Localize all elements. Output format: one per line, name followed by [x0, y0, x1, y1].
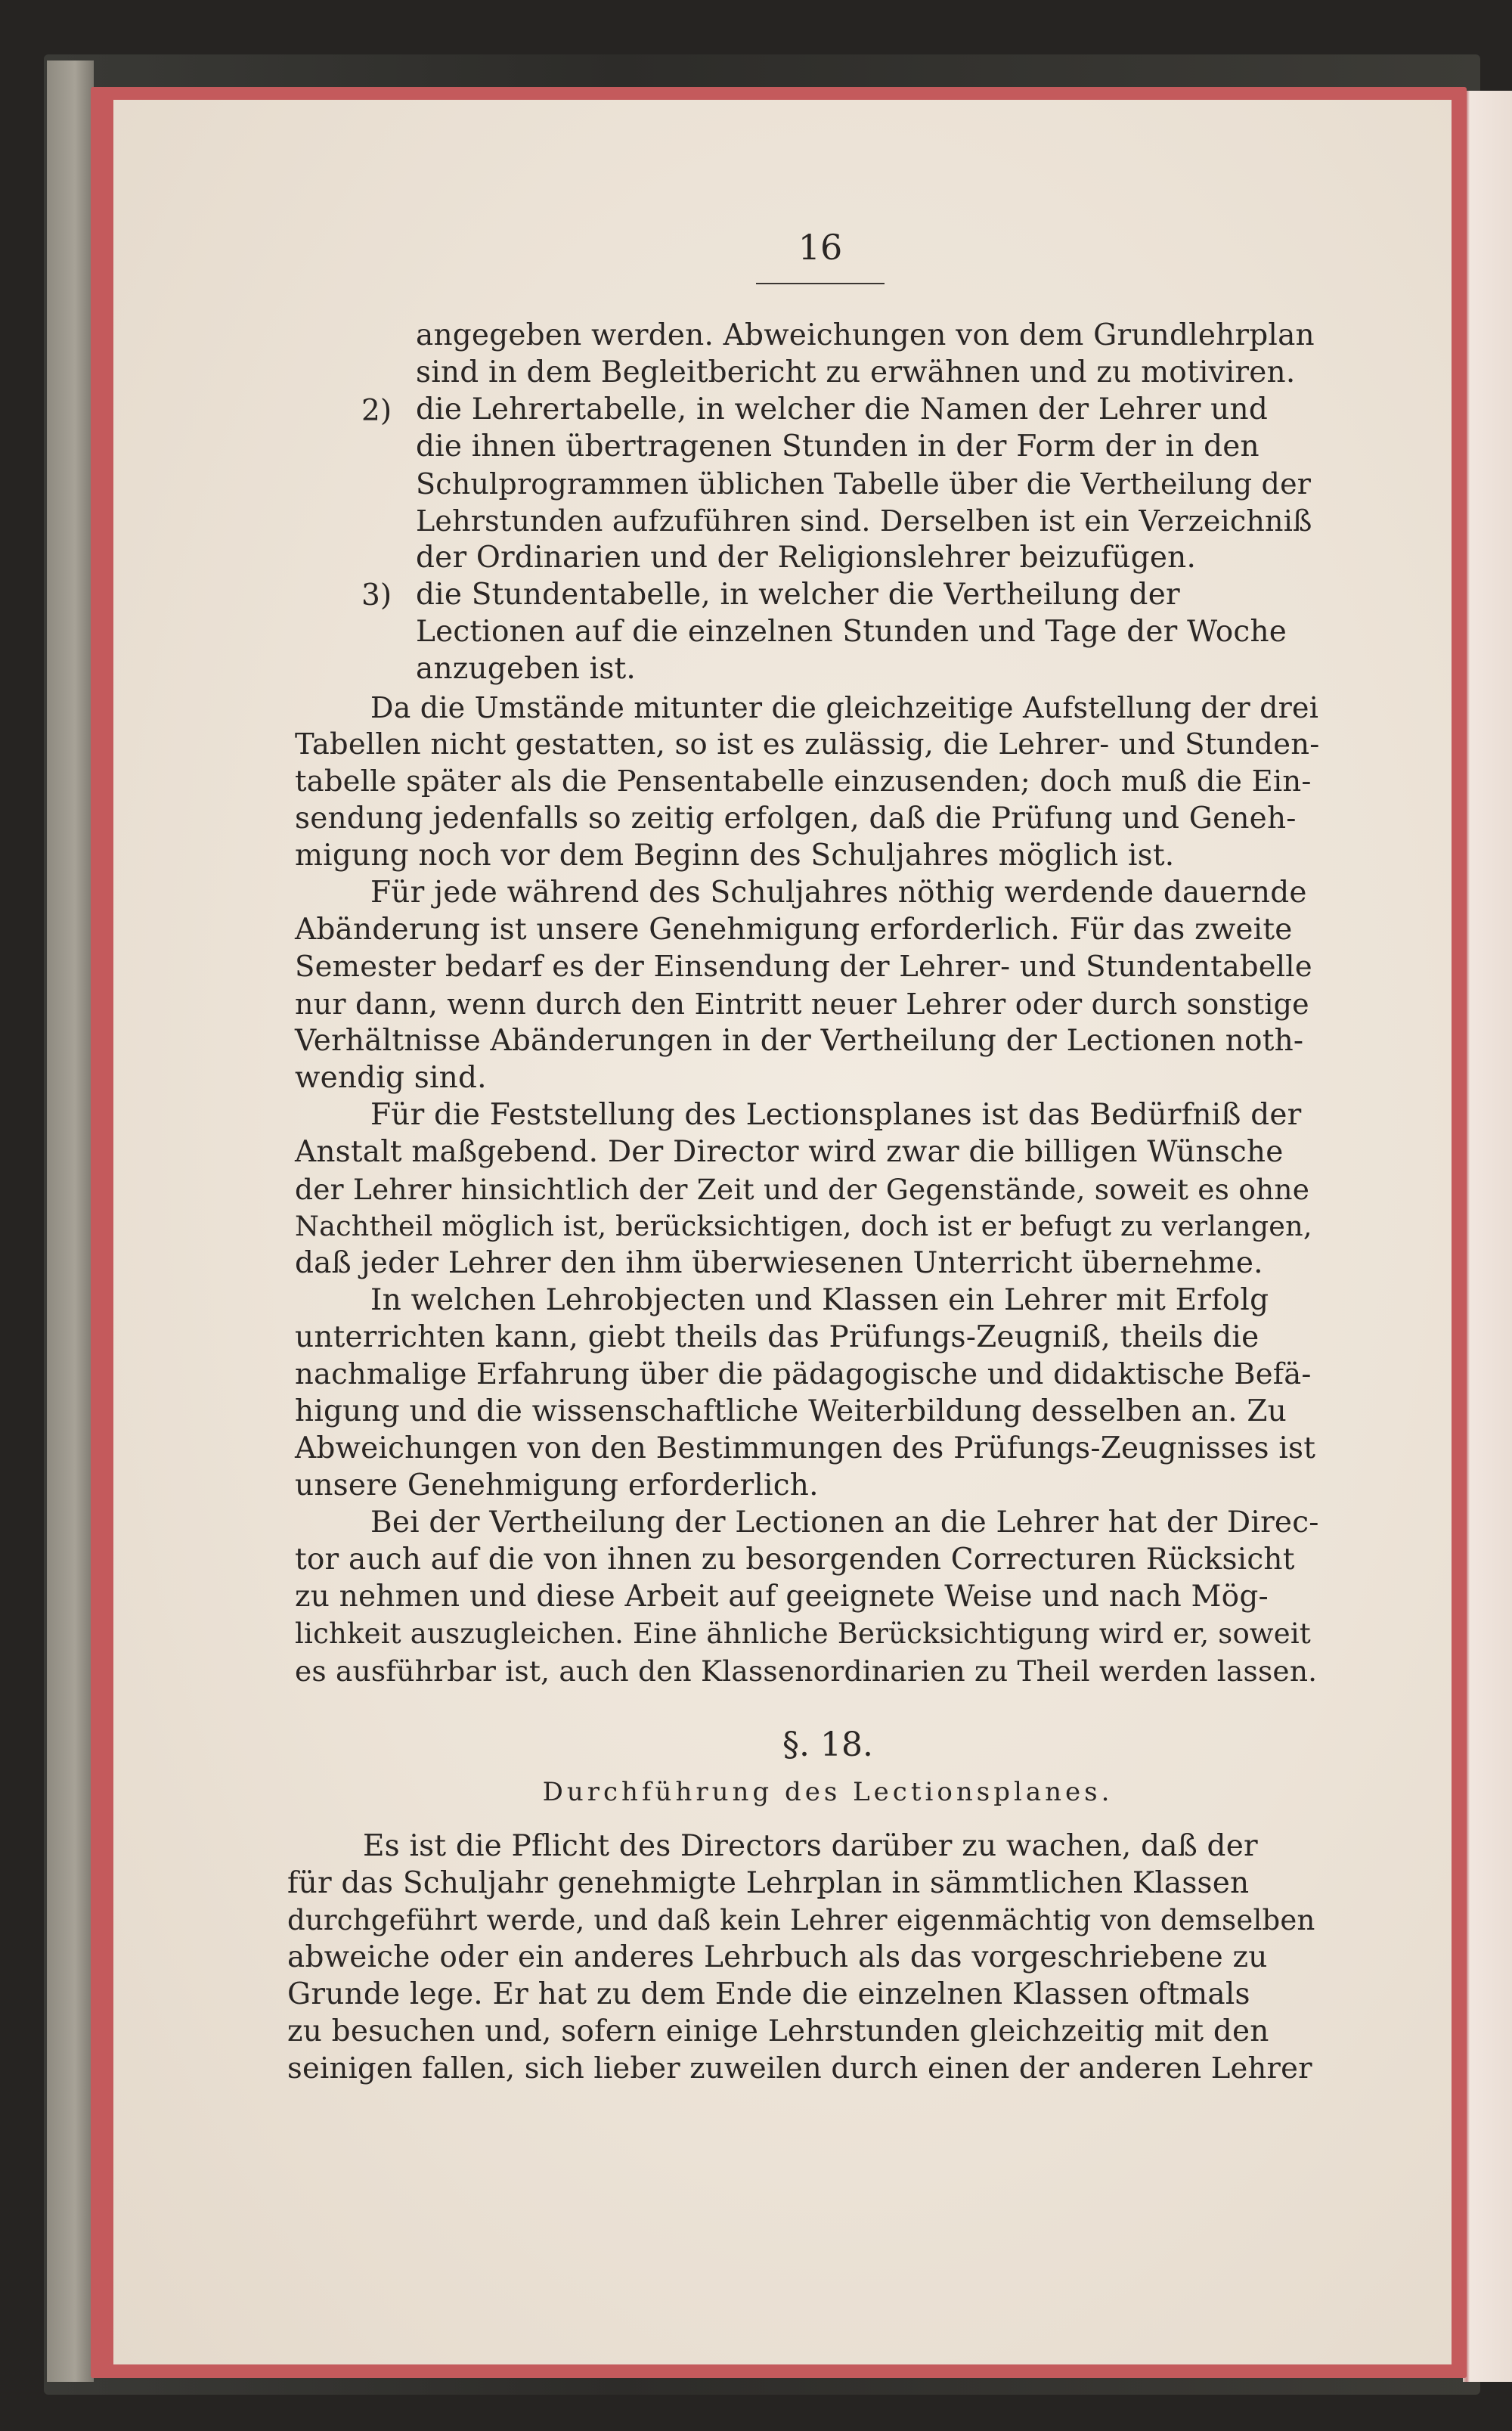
text-line: Abänderung ist unsere Genehmigung erforderlich. Für das zweite: [295, 913, 1293, 947]
text-line: nur dann, wenn durch den Eintritt neuer Lehrer oder durch sonstige: [295, 988, 1309, 1021]
text-line: Für die Feststellung des Lectionsplanes ist das Bedürfniß der: [370, 1098, 1302, 1132]
text-line: migung noch vor dem Beginn des Schuljahres möglich ist.: [295, 839, 1175, 873]
text-line: Anstalt maßgebend. Der Director wird zwar die billigen Wünsche: [295, 1135, 1284, 1169]
text-line: Abweichungen von den Bestimmungen des Prüfungs-Zeugnisses ist: [295, 1431, 1316, 1465]
text-line: die Lehrertabelle, in welcher die Namen der Lehrer und: [416, 392, 1268, 426]
text-line: nachmalige Erfahrung über die pädagogische und didaktische Befä-: [295, 1357, 1312, 1391]
text-line: seinigen fallen, sich lieber zuweilen durch einen der anderen Lehrer: [287, 2051, 1312, 2085]
text-line: Es ist die Pflicht des Directors darüber zu wachen, daß der: [363, 1829, 1258, 1863]
text-line: abweiche oder ein anderes Lehrbuch als das vorgeschriebene zu: [287, 1940, 1268, 1974]
text-line: die Stundentabelle, in welcher die Vertheilung der: [416, 578, 1180, 612]
text-line: Tabellen nicht gestatten, so ist es zulässig, die Lehrer- und Stunden-: [295, 727, 1320, 761]
text-line: Grunde lege. Er hat zu dem Ende die einzelnen Klassen oftmals: [287, 1977, 1250, 2011]
text-line: der Lehrer hinsichtlich der Zeit und der Gegenstände, soweit es ohne: [295, 1173, 1310, 1206]
text-line: wendig sind.: [295, 1061, 487, 1095]
text-line: daß jeder Lehrer den ihm überwiesenen Unterricht übernehme.: [295, 1246, 1263, 1280]
text-line: zu besuchen und, sofern einige Lehrstunden gleichzeitig mit den: [287, 2014, 1269, 2048]
text-line: Lectionen auf die einzelnen Stunden und Tage der Woche: [416, 615, 1287, 649]
text-line: lichkeit auszugleichen. Eine ähnliche Berücksichtigung wird er, soweit: [295, 1617, 1311, 1650]
text-line: Lehrstunden aufzuführen sind. Derselben ist ein Verzeichniß: [416, 504, 1312, 538]
text-line: higung und die wissenschaftliche Weiterbildung desselben an. Zu: [295, 1394, 1287, 1428]
item-number-2: 2): [361, 394, 392, 428]
text-line: zu nehmen und diese Arbeit auf geeignete Weise und nach Mög-: [295, 1580, 1269, 1614]
page-number: 16: [756, 227, 885, 284]
text-line: unterrichten kann, giebt theils das Prüfungs-Zeugniß, theils die: [295, 1320, 1259, 1354]
text-line: die ihnen übertragenen Stunden in der Form der in den: [416, 429, 1259, 464]
text-line: Bei der Vertheilung der Lectionen an die Lehrer hat der Direc-: [370, 1505, 1319, 1540]
text-line: es ausführbar ist, auch den Klassenordinarien zu Theil werden lassen.: [295, 1654, 1318, 1688]
item-number-3: 3): [361, 578, 392, 612]
text-line: Semester bedarf es der Einsendung der Lehrer- und Stundentabelle: [295, 950, 1312, 984]
section-heading: §. 18.: [782, 1726, 873, 1764]
text-line: angegeben werden. Abweichungen von dem Grundlehrplan: [416, 318, 1315, 352]
endpaper-strip: [47, 60, 94, 2382]
text-line: Verhältnisse Abänderungen in der Vertheilung der Lectionen noth-: [295, 1024, 1304, 1058]
text-line: In welchen Lehrobjecten und Klassen ein Lehrer mit Erfolg: [370, 1283, 1269, 1317]
text-line: tabelle später als die Pensentabelle einzusenden; doch muß die Ein-: [295, 764, 1312, 798]
text-line: Nachtheil möglich ist, berücksichtigen, doch ist er befugt zu verlangen,: [295, 1210, 1312, 1242]
text-line: anzugeben ist.: [416, 652, 636, 686]
text-line: unsere Genehmigung erforderlich.: [295, 1468, 819, 1502]
text-line: sind in dem Begleitbericht zu erwähnen und zu motiviren.: [416, 355, 1296, 389]
text-line: Für jede während des Schuljahres nöthig werdende dauernde: [370, 876, 1307, 910]
text-line: tor auch auf die von ihnen zu besorgenden Correcturen Rücksicht: [295, 1543, 1295, 1577]
section-title: Durchführung des Lectionsplanes.: [542, 1777, 1114, 1807]
text-line: durchgeführt werde, und daß kein Lehrer eigenmächtig von demselben: [287, 1904, 1315, 1936]
text-line: der Ordinarien und der Religionslehrer beizufügen.: [416, 541, 1197, 575]
text-line: Da die Umstände mitunter die gleichzeitige Aufstellung der drei: [370, 691, 1319, 724]
text-line: sendung jedenfalls so zeitig erfolgen, daß die Prüfung und Geneh-: [295, 802, 1297, 836]
text-line: Schulprogrammen üblichen Tabelle über die Vertheilung der: [416, 467, 1312, 501]
adjacent-page-edge: [1463, 91, 1512, 2382]
text-line: für das Schuljahr genehmigte Lehrplan in sämmtlichen Klassen: [287, 1866, 1250, 1900]
